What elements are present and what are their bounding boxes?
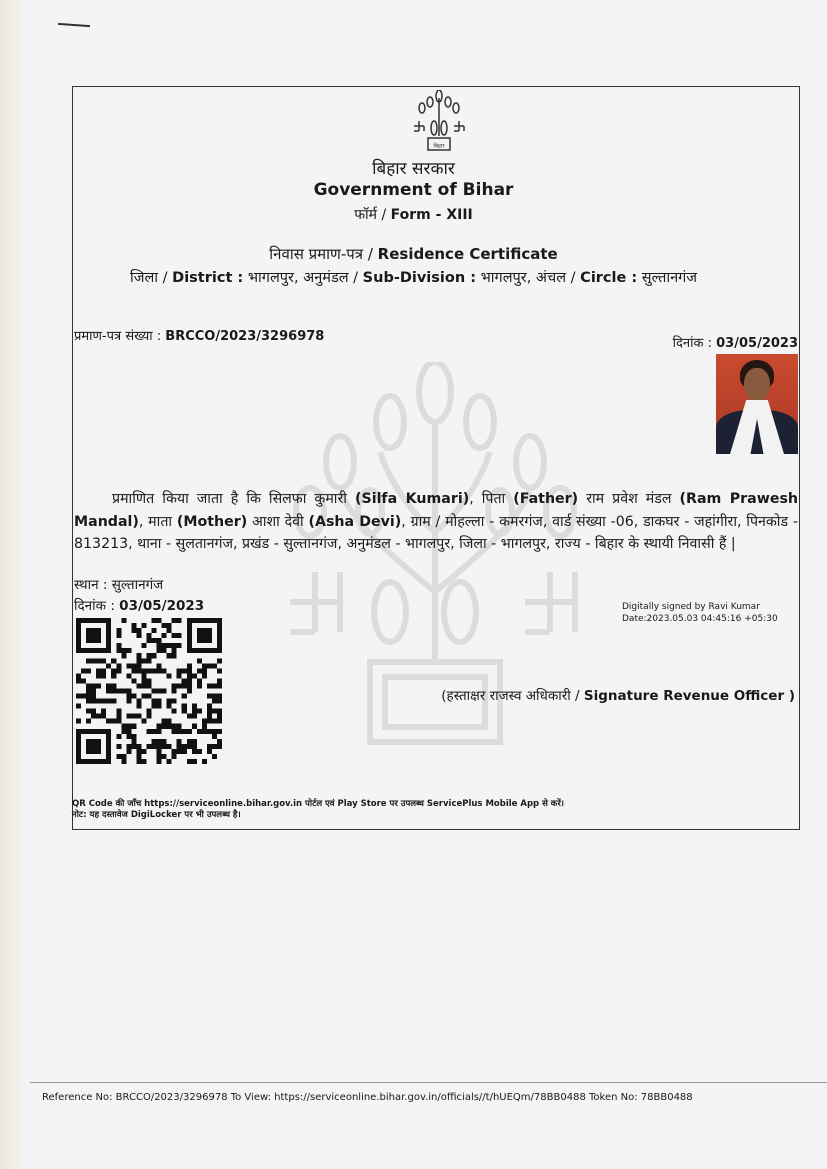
mother-name-english: (Asha Devi) [308,513,402,530]
issue-place [74,575,163,593]
district-label-hindi: जिला / [129,270,168,286]
circle-label: Circle : [580,270,638,286]
district-line [0,267,827,287]
certificate-number-value: BRCCO/2023/3296978 [165,329,325,344]
subdivision-label: Sub-Division : [362,270,476,286]
certificate-number [74,326,324,344]
issue-date-label: दिनांक : [74,598,115,614]
footer-divider [30,1082,827,1083]
certificate-statement [74,488,798,556]
signature-caption-english: Signature Revenue Officer ) [583,688,795,704]
applicant-name-english: (Silfa Kumari) [355,491,470,507]
form-label-hindi: फॉर्म / [354,207,387,223]
district-value: भागलपुर, अनुमंडल / [247,270,359,286]
bihar-government-emblem [410,90,468,152]
digital-signature-date: Date:2023.05.03 04:45:16 +05:30 [622,614,778,624]
subdivision-value: भागलपुर, अंचल / [480,270,576,286]
qr-verification-note [72,799,564,821]
digital-signature-name: Digitally signed by Ravi Kumar [622,602,760,612]
issue-date-value: 03/05/2023 [119,598,205,614]
mother-name-hindi: आशा देवी [252,513,304,530]
issue-place-value: सुल्तानगंज [111,577,164,593]
applicant-photo [716,354,798,454]
english-government-title: Government of Bihar [313,180,514,200]
statement-part-1: प्रमाणित किया जाता है कि सिलफा कुमारी [112,491,347,507]
emblem-caption: बिहार [433,143,445,150]
certificate-title-english: Residence Certificate [377,245,558,263]
certificate-date [673,333,798,351]
father-name-hindi: राम प्रवेश मंडल [586,491,672,507]
father-label: (Father) [513,491,579,507]
pen-mark [58,23,90,27]
qr-note-line-2: नोट: यह दस्तावेज DigiLocker पर भी उपलब्ध है। [72,810,241,820]
certificate-date-value: 03/05/2023 [716,336,798,351]
signature-caption [441,686,795,704]
certificate-title-hindi: निवास प्रमाण-पत्र / [269,245,373,263]
hindi-government-title: बिहार सरकार [372,159,455,179]
mother-label: (Mother) [176,513,248,530]
statement-part-3: , माता [138,513,173,530]
signature-caption-hindi: (हस्ताक्षर राजस्व अधिकारी / [441,688,580,704]
statement-part-4: , ग्राम / मोहल्ला - कमरगंज, वार्ड संख्या -06, डाकघर - जहांगीरा, पिनकोड - 813213, थाना - सुलतानगंज, प्रखंड - सुल्तानगंज, अनुमंडल - भागलपुर, जिला - भागलपुर, राज्य - बिहार के स्थायी निवासी हैं | [74,513,798,552]
digital-signature-block [622,601,778,625]
certificate-title [0,244,827,264]
issue-place-label: स्थान : [74,577,108,593]
verification-qr-code[interactable] [76,618,222,764]
father-name-english: (Ram Prawesh Mandal) [74,491,798,530]
reference-line: Reference No: BRCCO/2023/3296978 To View: https://serviceonline.bihar.gov.in/officials//t/hUEQm/78BB0488 Token No: 78BB0488 [42,1092,693,1103]
qr-note-line-1: QR Code की जाँच https://serviceonline.bihar.gov.in पोर्टल एवं Play Store पर उपलब्ध ServicePlus Mobile App से करें। [72,799,565,809]
certificate-date-label: दिनांक : [672,336,712,351]
form-number [0,205,827,224]
issue-date [74,596,204,614]
photo-face [744,368,770,402]
bihar-emblem-watermark [280,362,590,802]
certificate-number-label: प्रमाण-पत्र संख्या : [74,329,162,344]
district-label: District : [172,270,244,286]
form-label-english: Form - XIII [390,207,473,223]
statement-part-2: , पिता [469,491,506,507]
circle-value: सुल्तानगंज [641,270,698,286]
